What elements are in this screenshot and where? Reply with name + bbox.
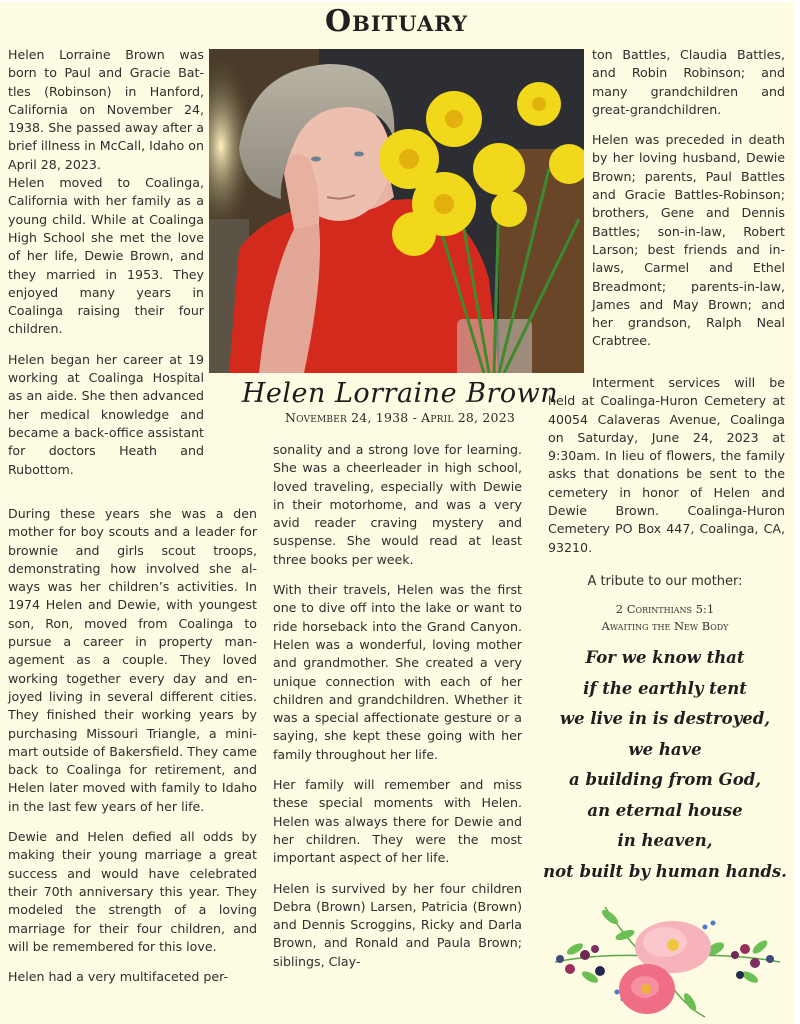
paragraph-interment: Interment services will be held at Coalinga-Huron Cemetery at 40054 Calaveras Avenue, Coalinga on Saturday, June 24, 2023 at 9:30am. In lieu of flowers, the family asks that donations be sent to the cemetery in honor of Helen and Dewie Brown. Coalinga-Huron Cemetery PO Box 447, Coalinga, CA, 93210.: [548, 375, 785, 555]
floral-ornament-icon: [545, 897, 790, 1022]
paragraph-remember: Her family will remember and miss these special moments with Helen. Helen was always there for Dewie and her children. They were the most important aspect of her life.: [273, 777, 522, 866]
verse-line: in heaven,: [617, 831, 713, 850]
paragraph-birth: Helen Lorraine Brown was born to Paul and Gracie Battles (Robinson) in Hanford, California on November 24, 1938. She passed away after a brief illness in McCall, Idaho on April 28, 2023.: [8, 47, 204, 172]
left-column-top: [8, 46, 204, 479]
portrait-photo: [209, 49, 584, 373]
verse-reference: 2 Corinthians 5:1: [615, 602, 715, 616]
verse-line: not built by human hands.: [543, 861, 787, 881]
deceased-name: Helen Lorraine Brown: [241, 378, 559, 409]
tribute-block: [540, 573, 790, 887]
paragraph-personality: sonality and a strong love for learning. She was a cheerleader in high school, loved traveling, especially with Dewie in their motorhome, and was a very avid reader craving mystery and suspense. She would read at least three books per week.: [273, 442, 522, 567]
paragraph-travels: With their travels, Helen was the first one to dive off into the lake or want to ride horseback into the Grand Canyon. Helen was a wonderful, loving mother and grandmother. She created a very unique connection with each of her children and grandchildren. Whether it was a special affectionate gesture or a saying, she kept these going with her family throughout her life.: [273, 582, 522, 762]
paragraph-siblings: ton Battles, Claudia Battles, and Robin Robinson; and many grandchildren and great-grandchildren.: [592, 47, 785, 117]
right-column-top: [592, 46, 785, 351]
paragraph-marriage: Dewie and Helen defied all odds by making their young marriage a great success and would have celebrated their 70th anniversary this year. They modeled the strength of a loving marriage for their four children, and will be remembered for this love.: [8, 829, 257, 954]
interment-block: [548, 374, 785, 557]
page-title: Obituary: [324, 4, 469, 39]
verse-line: we have: [628, 739, 702, 759]
portrait-image: [209, 49, 584, 373]
paragraph-career: Helen began her career at 19 working at Coalinga Hospital as an aide. She then advanced her medical knowledge and became a back-office assistant for doctors Heath and Rubottom.: [8, 351, 204, 477]
name-block: [240, 377, 560, 425]
obituary-page: [0, 2, 793, 1024]
paragraph-scouts: During these years she was a den mother for boy scouts and a leader for brownie and girls scout troops, demonstrating how involved she always was her children’s activities. In 1974 Helen and Dewie, with youngest son, Ron, moved from Coalinga to pursue a career in property management as a couple. They loved working together every day and enjoyed living in several different cities. They finished their working years by purchasing Missouri Triangle, a mini-mart outside of Bakersfield. They came back to Coalinga for retirement, and Helen later moved with family to Idaho in the last few years of her life.: [8, 506, 257, 814]
paragraph-multifaceted: Helen had a very multifaceted per-: [8, 969, 229, 985]
paragraph-coalinga: Helen moved to Coalinga, California with her family as a young child. While at Coalinga High School she met the love of her life, Dewie Brown, and they married in 1953. They enjoyed many years in Coalinga raising their four children.: [8, 175, 204, 337]
paragraph-preceded: Helen was preceded in death by her loving husband, Dewie Brown; parents, Paul Battles and Gracie Battles-Robinson; brothers, Gene and Dennis Battles; son-in-law, Robert Larson; best friends and in-laws, Carmel and Ethel Breadmont; parents-in-law, James and May Brown; and her grandson, Ralph Neal Crabtree.: [592, 132, 785, 349]
verse-subtitle: Awaiting the New Body: [601, 619, 729, 633]
middle-column: [273, 441, 522, 971]
verse-line: an eternal house: [587, 800, 743, 820]
verse-line: if the earthly tent: [583, 678, 747, 698]
verse-line: For we know that: [585, 648, 745, 667]
life-dates: November 24, 1938 - April 28, 2023: [284, 410, 516, 425]
left-column-bottom: [8, 505, 257, 986]
verse-line: a building from God,: [569, 770, 761, 789]
verse-text: [540, 643, 790, 887]
paragraph-survived: Helen is survived by her four children Debra (Brown) Larsen, Patricia (Brown) and Dennis Scroggins, Ricky and Darla Brown, and Ronald and Paula Brown; siblings, Clay-: [273, 880, 522, 969]
verse-line: we live in is destroyed,: [559, 709, 771, 728]
tribute-heading: A tribute to our mother:: [587, 574, 743, 589]
